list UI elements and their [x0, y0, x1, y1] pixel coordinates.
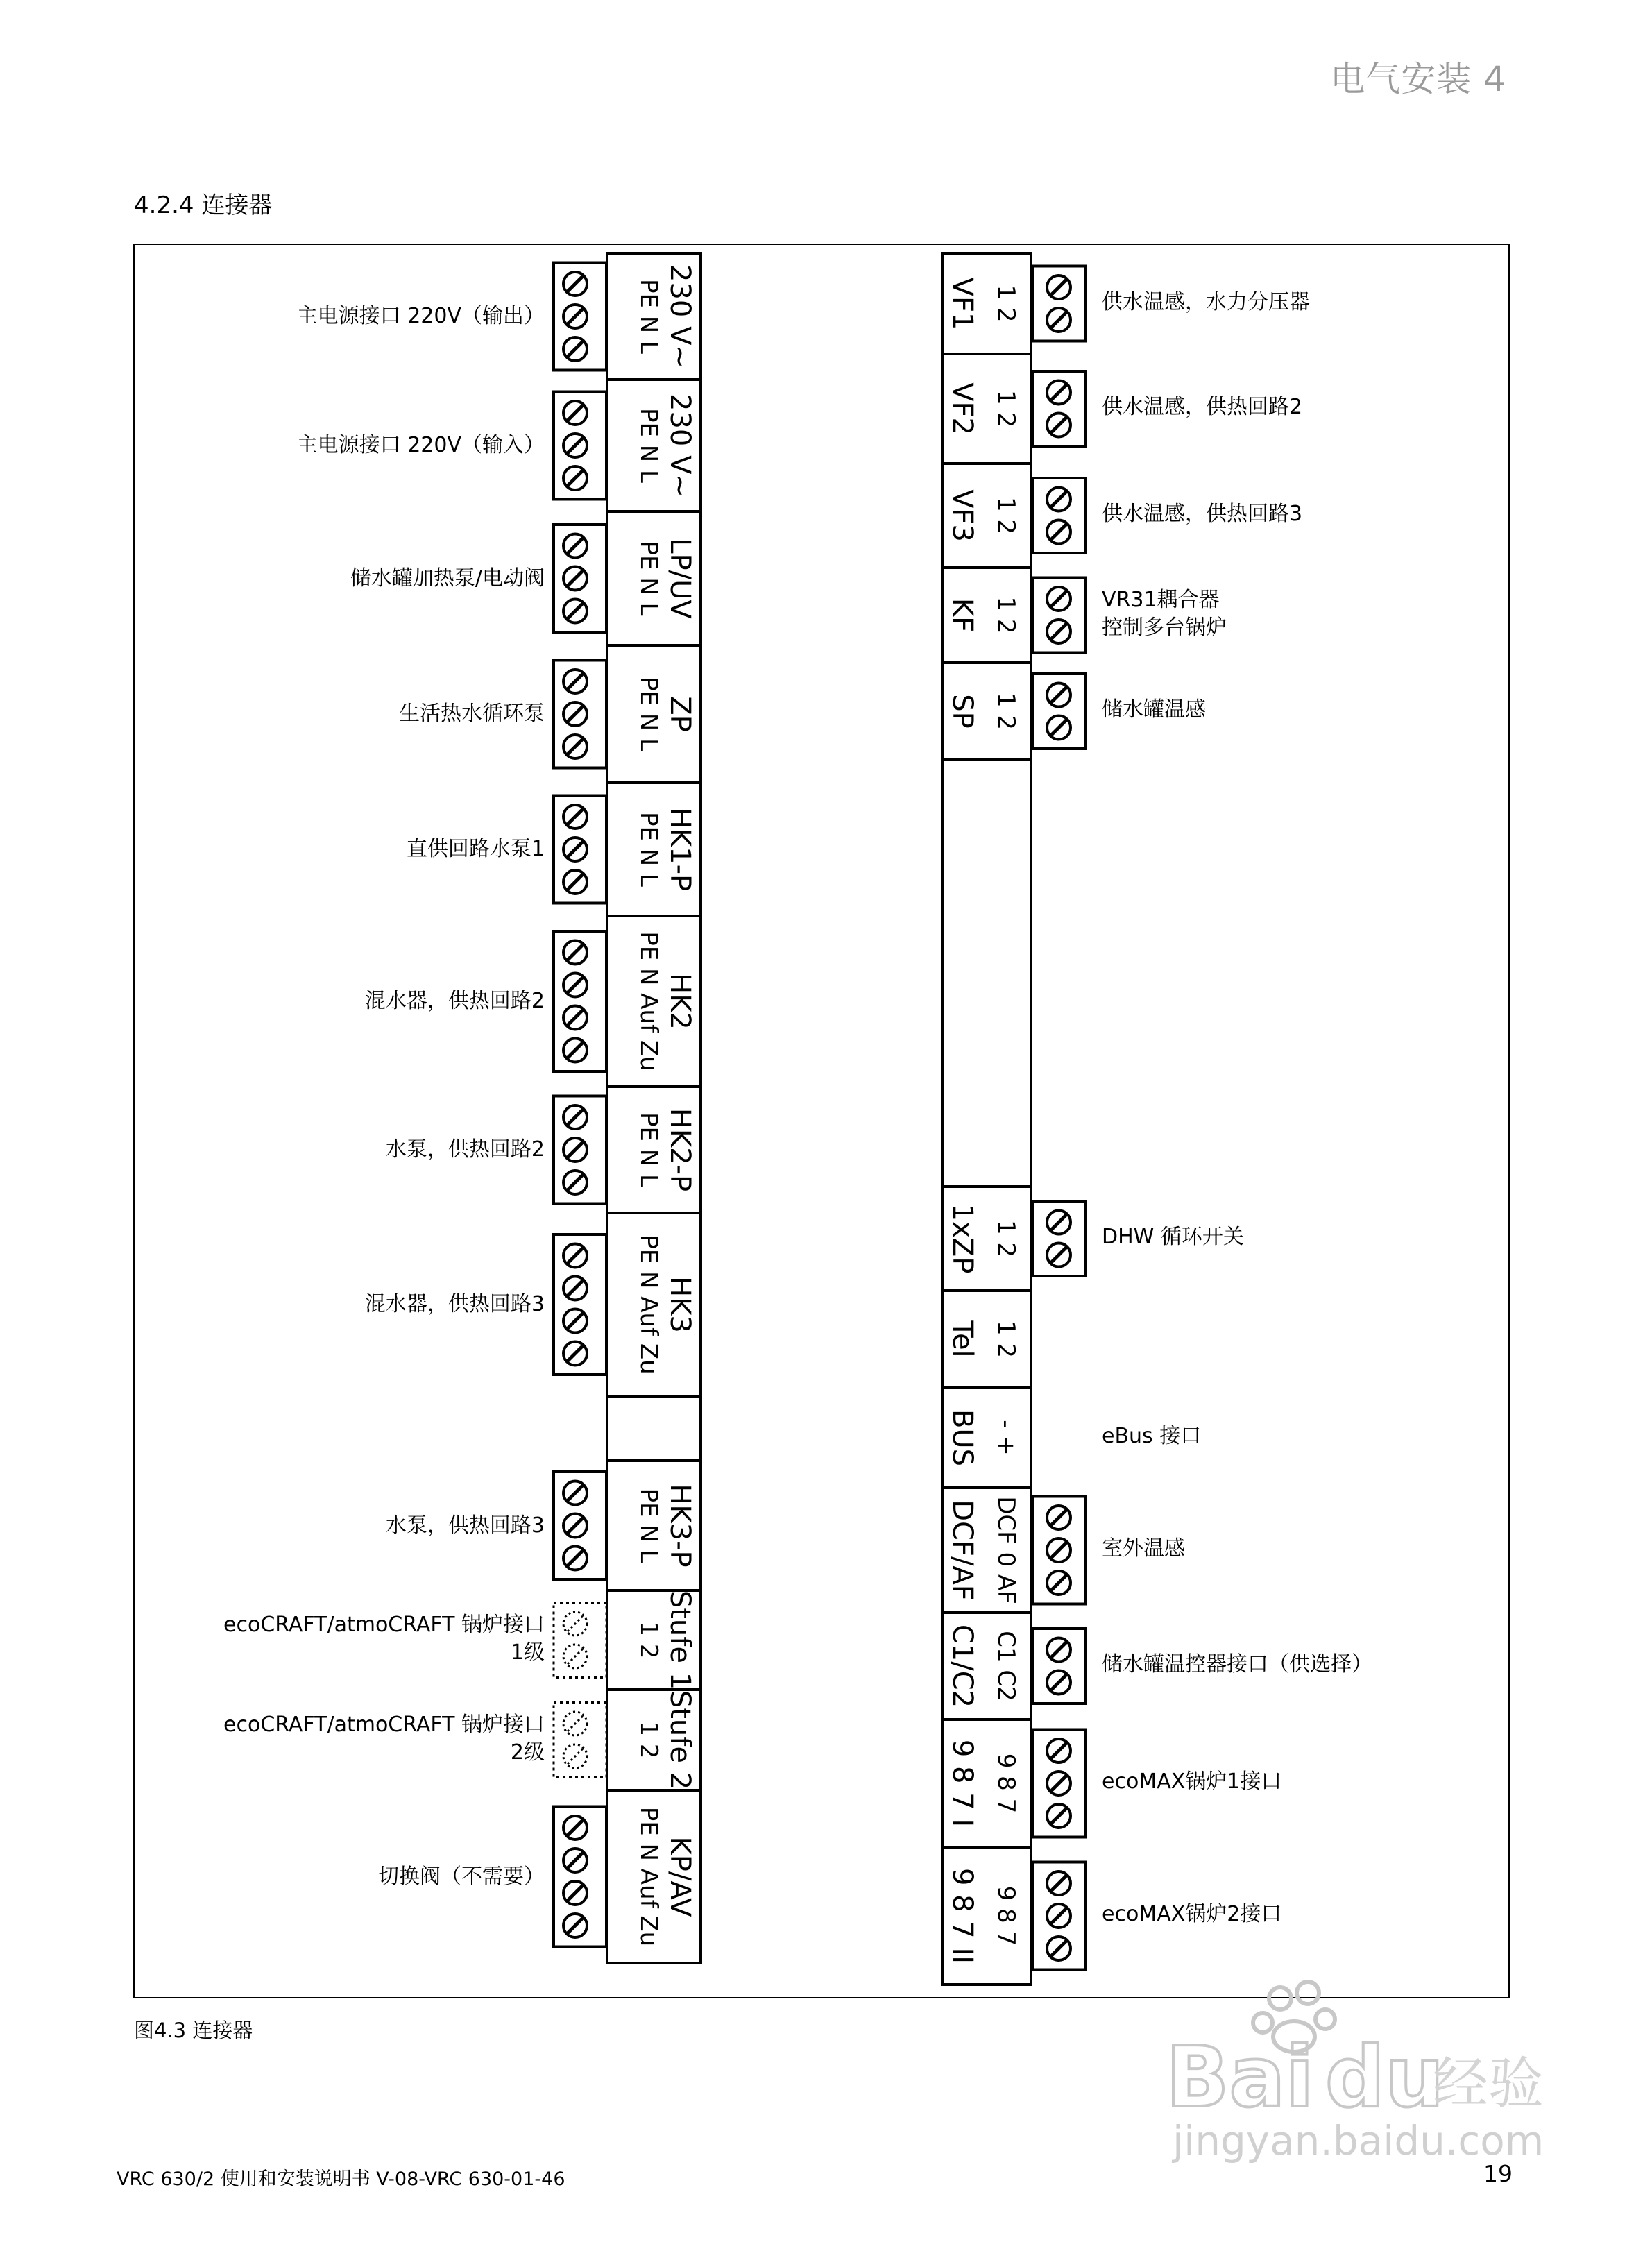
svg-text:Bai: Bai: [1166, 2030, 1314, 2126]
right-label-text: eBus 接口: [1102, 1424, 1202, 1448]
left-group-2: [554, 511, 701, 632]
right-group-2: [942, 464, 1085, 553]
left-label-text: 混水器，供热回路3: [364, 1292, 545, 1316]
left-group-name: HK1-P: [664, 807, 696, 892]
screw-terminal-icon: [1047, 1937, 1071, 1960]
right-group-name: SP: [946, 694, 978, 729]
left-label-text-2: 2级: [510, 1740, 545, 1765]
screw-terminal-icon: [563, 1547, 587, 1570]
right-terminal-strip: [942, 253, 1085, 1985]
right-group-name: KF: [946, 597, 978, 633]
right-label-text: 室外温感: [1102, 1536, 1185, 1561]
right-group-pins: 1 2: [992, 692, 1020, 731]
left-label-1: [160, 432, 545, 459]
screw-terminal-icon: [563, 805, 587, 829]
left-label-text: 水泵，供热回路2: [385, 1137, 545, 1162]
right-label-text: 供水温感，水力分压器: [1102, 289, 1310, 314]
right-group-name: DCF/AF: [946, 1500, 978, 1601]
screw-terminal-icon: [563, 1006, 587, 1030]
left-group-pins: PE N Auf Zu: [635, 1234, 663, 1375]
screw-terminal-icon: [563, 702, 587, 726]
svg-text:du: du: [1325, 2030, 1445, 2126]
right-group-3: [942, 568, 1085, 653]
right-group-pins: 1 2: [992, 1219, 1020, 1258]
screw-terminal-icon: [1047, 1243, 1071, 1267]
left-label-8: [160, 1512, 545, 1540]
screw-terminal-icon: [1047, 414, 1071, 437]
screw-terminal-icon: [1047, 1904, 1071, 1928]
screw-terminal-icon: [1047, 308, 1071, 332]
right-group-5: [942, 1187, 1085, 1276]
right-group-pins: 9 8 7: [992, 1753, 1020, 1814]
left-label-text: ecoCRAFT/atmoCRAFT 锅炉接口: [223, 1612, 545, 1637]
screw-terminal-icon: [1047, 1871, 1071, 1895]
right-label-text: 供水温感，供热回路2: [1102, 395, 1303, 419]
screw-terminal-icon: [563, 1881, 587, 1905]
screw-terminal-icon: [563, 1138, 587, 1162]
screw-terminal-icon: [563, 1039, 587, 1062]
screw-terminal-icon: [563, 1849, 587, 1872]
screw-terminal-icon: [1047, 1211, 1071, 1234]
left-group-name: HK2: [664, 973, 696, 1030]
left-group-name: Stufe 1: [664, 1590, 696, 1690]
left-group-pins: PE N Auf Zu: [635, 931, 663, 1071]
left-label-9: [160, 1611, 545, 1667]
right-label-text: ecoMAX锅炉1接口: [1102, 1769, 1282, 1794]
left-label-5: [160, 987, 545, 1015]
screw-terminal-icon: [563, 974, 587, 997]
left-group-name: 230 V~: [664, 264, 696, 368]
screw-terminal-icon: [563, 1481, 587, 1505]
screw-terminal-icon: [563, 1612, 587, 1636]
left-label-text: ecoCRAFT/atmoCRAFT 锅炉接口: [223, 1712, 545, 1737]
screw-terminal-icon: [563, 1342, 587, 1366]
screw-terminal-icon: [563, 735, 587, 758]
right-group-pins: DCF 0 AF: [992, 1496, 1020, 1604]
left-label-6: [160, 1136, 545, 1164]
left-group-8: [554, 1461, 701, 1579]
right-group-name: C1/C2: [946, 1624, 978, 1708]
left-label-text-2: 1级: [510, 1640, 545, 1665]
left-group-9: [554, 1590, 701, 1690]
left-label-10: [160, 1711, 545, 1767]
screw-terminal-icon: [1047, 1772, 1071, 1795]
right-group-name: 9 8 7 II: [946, 1867, 978, 1964]
screw-terminal-icon: [1047, 520, 1071, 544]
page-number: 19: [1483, 2160, 1513, 2187]
screw-terminal-icon: [1047, 1638, 1071, 1662]
right-group-name: 1xZP: [946, 1203, 978, 1274]
left-group-name: HK3: [664, 1276, 696, 1333]
left-label-text: 主电源接口 220V（输出）: [296, 304, 545, 328]
right-group-name: VF3: [946, 489, 978, 542]
screw-terminal-icon: [563, 1171, 587, 1194]
left-label-4: [160, 835, 545, 863]
left-group-10: [554, 1690, 701, 1790]
screw-terminal-icon: [563, 401, 587, 425]
screw-terminal-icon: [563, 466, 587, 490]
left-group-pins: PE N L: [635, 1488, 663, 1563]
right-group-pins: 9 8 7: [992, 1885, 1020, 1946]
left-group-5: [554, 916, 701, 1071]
screw-terminal-icon: [1047, 1671, 1071, 1695]
right-label-9: [1102, 1651, 1490, 1679]
right-group-pins: 1 2: [992, 596, 1020, 634]
screw-terminal-icon: [1047, 1571, 1071, 1595]
screw-terminal-icon: [563, 670, 587, 693]
left-label-7: [160, 1291, 545, 1318]
right-group-9: [942, 1613, 1085, 1708]
screw-terminal-icon: [563, 838, 587, 861]
right-label-text-2: 控制多台锅炉: [1102, 615, 1227, 640]
left-group-1: [554, 380, 701, 500]
screw-terminal-icon: [1047, 620, 1071, 643]
screw-terminal-icon: [563, 1645, 587, 1668]
screw-terminal-icon: [563, 1277, 587, 1300]
right-label-5: [1102, 1223, 1490, 1251]
right-label-text: VR31耦合器: [1102, 587, 1220, 612]
screw-terminal-icon: [563, 1914, 587, 1937]
left-group-11: [554, 1790, 701, 1947]
right-group-7: [942, 1388, 1031, 1466]
left-group-6: [554, 1087, 701, 1204]
right-group-11: [942, 1847, 1085, 1970]
screw-terminal-icon: [563, 1744, 587, 1768]
screw-terminal-icon: [563, 272, 587, 296]
right-group-0: [942, 253, 1085, 341]
right-label-0: [1102, 289, 1490, 316]
left-terminal-strip: [554, 253, 701, 1963]
left-group-name: LP/UV: [664, 538, 696, 619]
left-group-7: [554, 1213, 701, 1375]
baidu-watermark: [1159, 1978, 1547, 2165]
screw-terminal-icon: [1047, 716, 1071, 740]
screw-terminal-icon: [563, 434, 587, 457]
figure-caption: 图4.3 连接器: [134, 2019, 253, 2042]
section-title: 4.2.4 连接器: [134, 192, 273, 219]
right-label-11: [1102, 1901, 1490, 1928]
screw-terminal-icon: [1047, 587, 1071, 611]
left-label-text: 混水器，供热回路2: [364, 989, 545, 1013]
right-group-pins: 1 2: [992, 1320, 1020, 1359]
left-label-11: [160, 1863, 545, 1891]
left-group-pins: PE N L: [635, 279, 663, 354]
screw-terminal-icon: [1047, 1804, 1071, 1828]
right-group-name: BUS: [946, 1409, 978, 1467]
right-group-10: [942, 1719, 1085, 1837]
right-label-8: [1102, 1535, 1490, 1563]
screw-terminal-icon: [1047, 381, 1071, 405]
right-label-text: 储水罐温感: [1102, 697, 1206, 722]
left-label-0: [160, 303, 545, 330]
screw-terminal-icon: [563, 1712, 587, 1735]
screw-terminal-icon: [1047, 1506, 1071, 1529]
screw-terminal-icon: [563, 1105, 587, 1129]
svg-text:经验: 经验: [1433, 2051, 1544, 2116]
screw-terminal-icon: [1047, 488, 1071, 511]
left-group-pins: PE N Auf Zu: [635, 1806, 663, 1947]
screw-terminal-icon: [563, 1309, 587, 1333]
screw-terminal-icon: [1047, 683, 1071, 707]
left-group-pins: PE N L: [635, 408, 663, 483]
left-group-pins: 1 2: [635, 1721, 663, 1759]
right-group-pins: 1 2: [992, 285, 1020, 323]
left-group-pins: 1 2: [635, 1621, 663, 1659]
screw-terminal-icon: [563, 567, 587, 591]
right-group-1: [942, 354, 1085, 446]
right-group-4: [942, 663, 1085, 749]
right-group-pins: - +: [992, 1420, 1020, 1456]
right-label-text: ecoMAX锅炉2接口: [1102, 1902, 1282, 1926]
screw-terminal-icon: [563, 1244, 587, 1268]
left-label-2: [160, 565, 545, 593]
left-group-pins: PE N L: [635, 812, 663, 887]
left-group-name: HK2-P: [664, 1107, 696, 1192]
left-group-name: ZP: [664, 696, 696, 732]
screw-terminal-icon: [563, 337, 587, 361]
right-label-text: DHW 循环开关: [1102, 1225, 1244, 1249]
left-group-pins: PE N L: [635, 541, 663, 616]
right-group-pins: 1 2: [992, 496, 1020, 535]
right-label-7: [1102, 1423, 1490, 1450]
left-label-3: [160, 700, 545, 728]
screw-terminal-icon: [1047, 275, 1071, 299]
screw-terminal-icon: [563, 1816, 587, 1840]
left-group-name: KP/AV: [664, 1836, 696, 1917]
left-group-name: Stufe 2: [664, 1690, 696, 1790]
screw-terminal-icon: [563, 534, 587, 558]
left-label-text: 储水罐加热泵/电动阀: [350, 566, 545, 591]
right-group-pins: C1 C2: [992, 1631, 1020, 1701]
left-label-text: 直供回路水泵1: [406, 837, 545, 861]
right-label-3: [1102, 586, 1490, 642]
screw-terminal-icon: [563, 1514, 587, 1538]
screw-terminal-icon: [563, 305, 587, 328]
left-label-text: 主电源接口 220V（输入）: [296, 433, 545, 457]
left-group-name: HK3-P: [664, 1484, 696, 1568]
right-group-name: Tel: [946, 1320, 978, 1358]
left-group-pins: PE N L: [635, 677, 663, 751]
left-group-4: [554, 783, 701, 903]
right-label-text: 储水罐温控器接口（供选择）: [1102, 1652, 1372, 1676]
right-label-2: [1102, 500, 1490, 528]
screw-terminal-icon: [563, 870, 587, 894]
right-group-8: [942, 1488, 1085, 1604]
right-group-name: 9 8 7 I: [946, 1739, 978, 1828]
right-label-1: [1102, 393, 1490, 421]
left-label-text: 生活热水循环泵: [399, 702, 545, 726]
right-label-4: [1102, 696, 1490, 724]
footer-document-id: VRC 630/2 使用和安装说明书 V-08-VRC 630-01-46: [117, 2168, 565, 2190]
screw-terminal-icon: [563, 941, 587, 965]
left-group-name: 230 V~: [664, 393, 696, 498]
right-group-name: VF1: [946, 277, 978, 330]
right-label-10: [1102, 1768, 1490, 1796]
screw-terminal-icon: [563, 600, 587, 623]
screw-terminal-icon: [1047, 1538, 1071, 1562]
left-group-pins: PE N L: [635, 1112, 663, 1187]
right-group-pins: 1 2: [992, 389, 1020, 428]
chapter-header: 电气安装 4: [1330, 59, 1506, 99]
svg-text:jingyan.baidu.com: jingyan.baidu.com: [1173, 2117, 1544, 2164]
left-label-text: 水泵，供热回路3: [385, 1513, 545, 1538]
right-group-name: VF2: [946, 382, 978, 435]
left-group-0: [554, 263, 696, 371]
left-label-text: 切换阀（不需要）: [378, 1864, 545, 1889]
screw-terminal-icon: [1047, 1739, 1071, 1763]
right-label-text: 供水温感，供热回路3: [1102, 502, 1303, 526]
right-group-6: [942, 1291, 1031, 1358]
left-group-3: [554, 645, 701, 768]
